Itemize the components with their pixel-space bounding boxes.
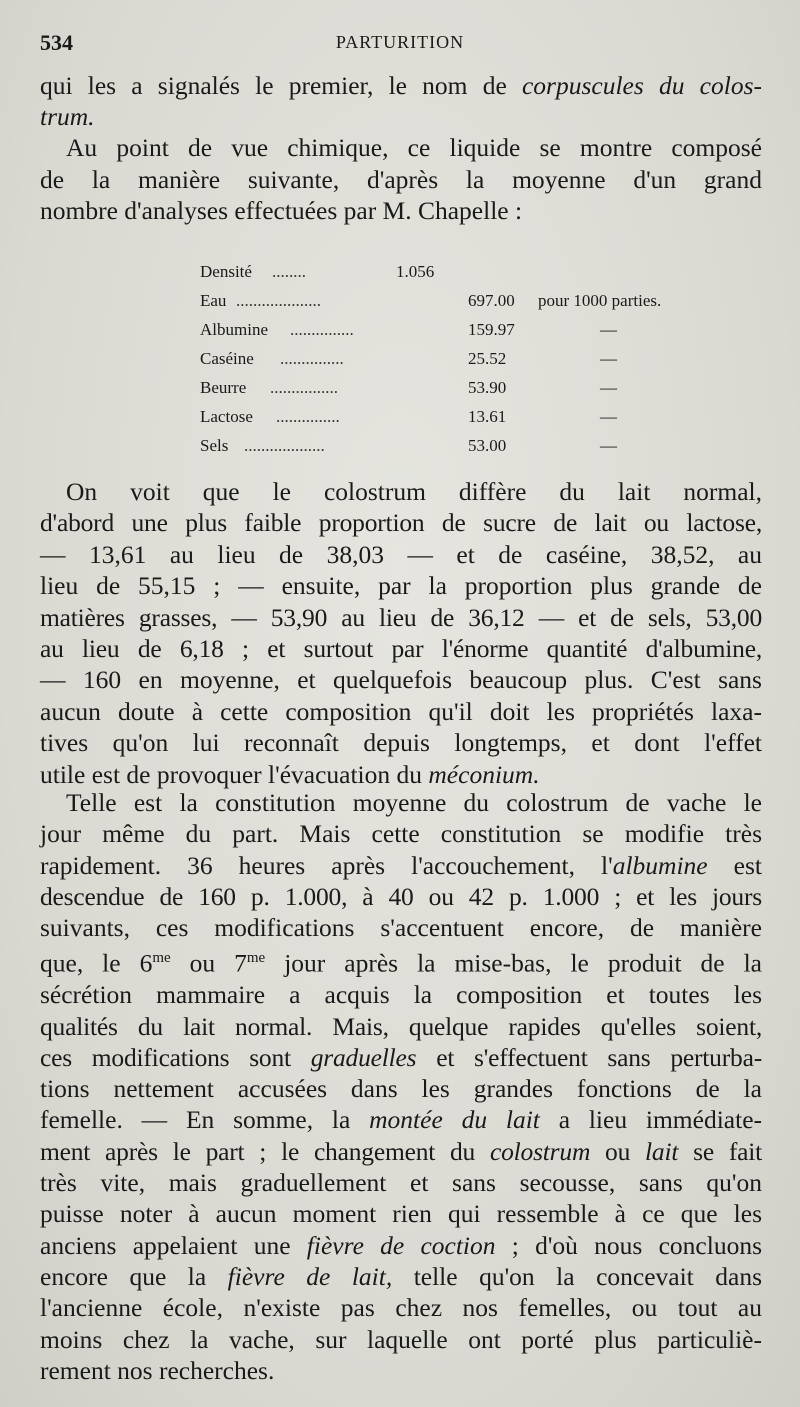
superscript: me xyxy=(246,950,266,967)
row-label: Sels xyxy=(200,436,229,455)
text-line: matières grasses, — 53,90 au lieu de 36,12 — et de sels, 53,00 xyxy=(40,602,762,632)
row-label: Albumine xyxy=(200,320,268,339)
text-line: Telle est la constitution moyenne du colostrum de vache le xyxy=(66,788,762,817)
text-line xyxy=(40,759,762,790)
page-header xyxy=(40,30,760,60)
text-line xyxy=(40,1104,762,1135)
row-value: 159.97 xyxy=(468,320,515,339)
text-line: nombre d'analyses effectuées par M. Chapelle : xyxy=(40,195,523,225)
text-line xyxy=(40,1261,762,1292)
table-row xyxy=(200,436,720,465)
text-span: ou xyxy=(590,1136,646,1166)
leader-dots: ............... xyxy=(280,349,344,368)
text-span: ; d'où nous concluons xyxy=(495,1230,762,1260)
text-span: encore que la xyxy=(40,1261,228,1291)
italic-span: trum. xyxy=(40,102,95,132)
table-row xyxy=(200,291,720,320)
text-line: lieu de 55,15 ; — ensuite, par la proportion plus grande de xyxy=(40,571,762,601)
row-value: 53.00 xyxy=(468,436,507,455)
table-row xyxy=(200,349,720,378)
text-line: Au point de vue chimique, ce liquide se montre composé xyxy=(66,133,762,163)
italic-span: fièvre de lait, xyxy=(227,1261,393,1291)
row-value: 697.00 xyxy=(468,291,515,310)
paragraph-intro xyxy=(40,70,762,226)
text-span: femelle. — En somme, la xyxy=(40,1105,370,1135)
text-line: moins chez la vache, sur laquelle ont porté plus particuliè- xyxy=(40,1324,762,1354)
superscript: me xyxy=(152,950,171,967)
text-span: telle qu'on la concevait dans xyxy=(392,1261,762,1291)
table-row xyxy=(200,378,720,407)
row-value: 25.52 xyxy=(468,349,507,368)
row-label: Densité xyxy=(200,262,252,281)
text-line: aucun doute à cette composition qu'il doit les propriétés laxa- xyxy=(40,696,762,726)
text-line: puisse noter à aucun moment rien qui ressemble à ce que les xyxy=(40,1199,762,1229)
text-span: que, le 6 xyxy=(40,948,153,978)
row-label: Eau xyxy=(200,291,227,310)
text-line xyxy=(40,850,762,881)
row-label: Beurre xyxy=(200,378,247,397)
leader-dots: ........ xyxy=(272,262,306,281)
leader-dots: ............... xyxy=(290,320,354,339)
leader-dots: ................... xyxy=(244,436,325,455)
text-line: On voit que le colostrum diffère du lait normal, xyxy=(66,477,762,506)
composition-table xyxy=(200,262,720,465)
text-line: — 160 en moyenne, et quelquefois beaucoup plus. C'est sans xyxy=(40,665,762,695)
row-label: Caséine xyxy=(200,349,254,368)
ditto-dash: — xyxy=(600,320,617,339)
text-span: a lieu immédiate- xyxy=(539,1105,763,1135)
italic-span: corpuscules du colos- xyxy=(521,71,762,100)
text-span: ou 7 xyxy=(170,948,247,978)
ditto-dash: — xyxy=(600,407,617,426)
ditto-dash: — xyxy=(600,378,617,397)
italic-span: montée du lait xyxy=(369,1105,540,1135)
text-line xyxy=(40,101,762,132)
text-span: est xyxy=(707,850,762,880)
leader-dots: ............... xyxy=(276,407,340,426)
running-title: PARTURITION xyxy=(335,32,465,52)
text-line: rement nos recherches. xyxy=(40,1355,275,1385)
table-row xyxy=(200,262,720,291)
italic-span: colostrum xyxy=(489,1136,591,1166)
text-span: qui les a signalés le premier, le nom de xyxy=(40,71,522,100)
row-value: 1.056 xyxy=(396,262,435,281)
table-row xyxy=(200,320,720,349)
italic-span: albumine xyxy=(612,850,708,880)
text-line: l'ancienne école, n'existe pas chez nos femelles, ou tout au xyxy=(40,1293,762,1323)
italic-span: graduelles xyxy=(310,1042,417,1072)
text-line xyxy=(40,1136,762,1167)
text-line: tives qu'on lui reconnaît depuis longtemps, et dont l'effet xyxy=(40,728,762,758)
ditto-dash: — xyxy=(600,349,617,368)
text-line xyxy=(40,1042,762,1073)
table-row xyxy=(200,407,720,436)
text-span: ces modifications sont xyxy=(40,1042,311,1072)
italic-span: fièvre de coction xyxy=(306,1230,496,1260)
text-line: — 13,61 au lieu de 38,03 — et de caséine, 38,52, au xyxy=(40,539,762,569)
leader-dots: .................... xyxy=(236,291,321,310)
row-unit: pour 1000 parties. xyxy=(538,291,662,310)
text-line: jour même du part. Mais cette constitution se modifie très xyxy=(40,819,762,849)
text-line: d'abord une plus faible proportion de sucre de lait ou lactose, xyxy=(40,508,762,538)
text-line: de la manière suivante, d'après la moyenne d'un grand xyxy=(40,164,762,194)
paragraph-comparison xyxy=(40,476,762,790)
text-line: tions nettement accusées dans les grandes fonctions de la xyxy=(40,1074,762,1104)
text-line xyxy=(40,70,762,101)
text-line xyxy=(40,943,762,979)
text-span: et s'effectuent sans perturba- xyxy=(416,1042,762,1072)
italic-span: lait xyxy=(645,1136,679,1166)
row-value: 53.90 xyxy=(468,378,507,397)
leader-dots: ................ xyxy=(270,378,338,397)
page-number: 534 xyxy=(40,30,73,55)
text-span: anciens appelaient une xyxy=(40,1230,307,1260)
ditto-dash: — xyxy=(600,436,617,455)
text-span: se fait xyxy=(678,1136,762,1166)
text-line: qualités du lait normal. Mais, quelque rapides qu'elles soient, xyxy=(40,1011,762,1041)
row-value: 13.61 xyxy=(468,407,507,426)
text-line: descendue de 160 p. 1.000, à 40 ou 42 p. 1.000 ; et les jours xyxy=(40,881,762,911)
text-line: au lieu de 6,18 ; et surtout par l'énorme quantité d'albumine, xyxy=(40,634,762,664)
row-label: Lactose xyxy=(200,407,253,426)
text-line: très vite, mais graduellement et sans secousse, sans qu'on xyxy=(40,1168,762,1198)
text-line xyxy=(40,1230,762,1261)
text-span: rapidement. 36 heures après l'accouchement, l' xyxy=(40,850,613,880)
paragraph-constitution xyxy=(40,787,762,1386)
text-line: suivants, ces modifications s'accentuent encore, de manière xyxy=(40,913,762,943)
text-span: ment après le part ; le changement du xyxy=(40,1136,490,1166)
text-line: sécrétion mammaire a acquis la composition et toutes les xyxy=(40,980,762,1010)
italic-span: méconium. xyxy=(428,759,540,789)
text-span: jour après la mise-bas, le produit de la xyxy=(265,948,762,978)
text-span: utile est de provoquer l'évacuation du xyxy=(40,759,429,789)
